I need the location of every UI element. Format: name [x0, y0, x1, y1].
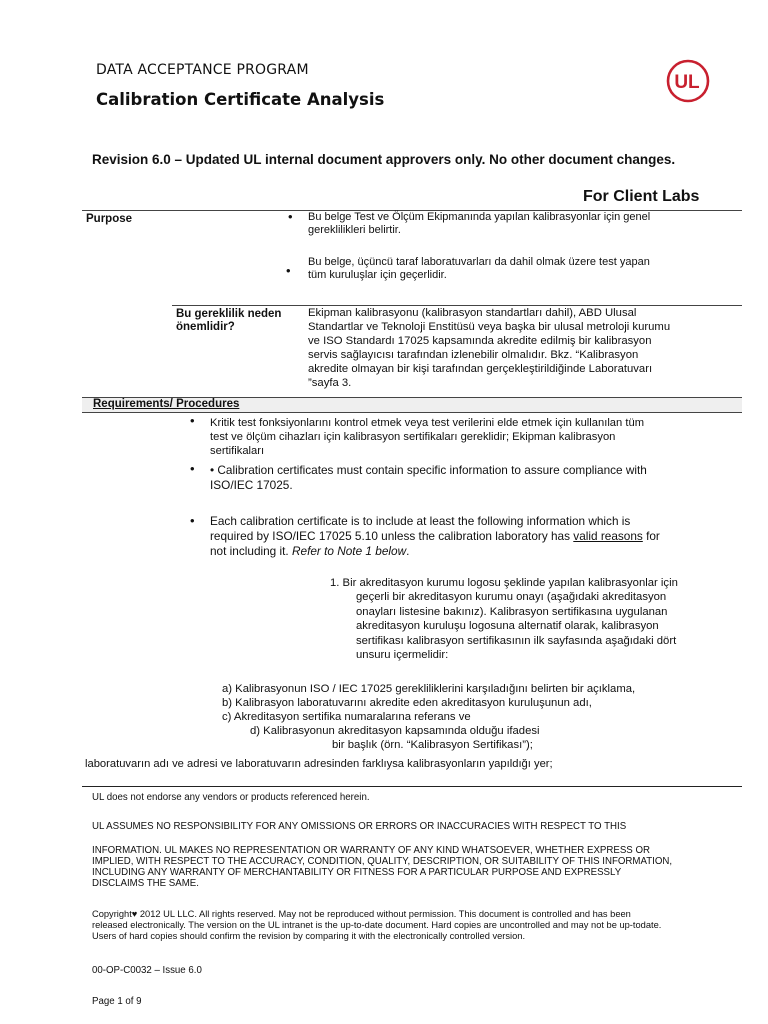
requirements-heading: Requirements/ Procedures [93, 398, 240, 410]
bullet: • [288, 209, 293, 224]
document-id: 00-OP-C0032 – Issue 6.0 [92, 965, 202, 976]
importance-label: Bu gereklilik neden önemlidir? [176, 308, 282, 333]
document-title: Calibration Certificate Analysis [96, 90, 385, 109]
program-name: DATA ACCEPTANCE PROGRAM [96, 62, 309, 78]
purpose-text-1: Bu belge Test ve Ölçüm Ekipmanında yapılan kalibrasyonlar için genel gereklilikleri belirtir. [308, 211, 651, 236]
bullet: • [190, 461, 195, 476]
list-item-d-continued: bir başlık (örn. “Kalibrasyon Sertifikası”); [332, 739, 533, 751]
note-reference: Refer to Note 1 below [291, 544, 407, 558]
bullet: • [190, 513, 195, 528]
list-item-a: a) Kalibrasyonun ISO / IEC 17025 gerekliliklerini karşıladığını belirten bir açıklama, [222, 683, 636, 695]
requirement-3: Each calibration certificate is to include at least the following information which is required by ISO/IEC 17025 5.10 unless the calibration laboratory has valid reasons for not including it. Refer to Note 1 below. [210, 514, 660, 558]
disclaimer-2: INFORMATION. UL MAKES NO REPRESENTATION OR WARRANTY OF ANY KIND WHATSOEVER, WHETHER EXPRESS OR IMPLIED, WITH RESPECT TO THE ACCURACY, CONDITION, QUALITY, DESCRIPTION, OR SUITABILITY OF THIS INFORMATION, INCLUDING ANY WARRANTY OF MERCHANTABILITY OR FITNESS FOR A PARTICULAR PURPOSE AND EXPRESSLY DISCLAIMS THE SAME. [92, 845, 673, 889]
divider [172, 305, 742, 306]
disclaimer-1: UL ASSUMES NO RESPONSIBILITY FOR ANY OMISSIONS OR ERRORS OR INACCURACIES WITH RESPECT TO THIS [92, 821, 627, 832]
endorsement-note: UL does not endorse any vendors or products referenced herein. [92, 792, 370, 803]
lettered-list [222, 682, 635, 752]
copyright: Copyright♥ 2012 UL LLC. All rights reserved. May not be reproduced without permission. This document is controlled and has been released electronically. The version on the UL intranet is the up-to-date document. Hard copies are uncontrolled and may not be up-todate. Users of hard copies should confirm the revision by comparing it with the electronically controlled version. [92, 909, 662, 941]
ul-logo-icon [666, 59, 710, 103]
bullet: • [286, 263, 291, 278]
list-item-b: b) Kalibrasyon laboratuvarını akredite eden akreditasyon kuruluşunun adı, [222, 697, 592, 709]
note-1: 1. Bir akreditasyon kurumu logosu şeklinde yapılan kalibrasyonlar için geçerli bir akreditasyon kurumu onayı (aşağıdaki akreditasyon onayları listesine bakınız). Kalibrasyon sertifikasına uygulanan akreditasyon kuruluşu logosuna alternatif olarak, kalibrasyon sertifikası kalibrasyon sertifikasının ilk sayfasında aşağıdaki dört unsuru içermelidir: [330, 577, 678, 662]
importance-text: Ekipman kalibrasyonu (kalibrasyon standartları dahil), ABD Ulusal Standartlar ve Teknoloji Enstitüsü veya başka bir ulusal metroloji kurumu ve ISO Standardı 17025 kapsamında akredite edilmiş bir kalibrasyon servis sağlayıcısı tarafından izlenebilir olmalıdır. Bkz. “Kalibrasyon akredite olmayan bir kişi tarafından gerçekleştirildiğinde Laboratuvarı ”sayfa 3. [308, 307, 671, 389]
footer-divider [82, 786, 742, 787]
ul-logo [666, 59, 710, 103]
list-item-c: c) Akreditasyon sertifika numaralarına referans ve [222, 711, 471, 723]
purpose-label: Purpose [86, 213, 133, 225]
bullet: • [190, 413, 195, 428]
purpose-text-2: Bu belge, üçüncü taraf laboratuvarları da dahil olmak üzere test yapan tüm kuruluşlar için geçerlidir. [308, 256, 650, 281]
page-number: Page 1 of 9 [92, 996, 142, 1007]
audience-title: For Client Labs [583, 188, 700, 205]
ul-logo-text: UL [674, 72, 700, 93]
revision-note: Revision 6.0 – Updated UL internal document approvers only. No other document changes. [92, 152, 676, 167]
valid-reasons-text: valid reasons [573, 529, 643, 543]
requirement-1: Kritik test fonksiyonlarını kontrol etmek veya test verilerini elde etmek için kullanılan tüm test ve ölçüm cihazları için kalibrasyon sertifikaları gereklidir; Ekipman kalibrasyon sertifikaları [210, 417, 645, 457]
list-item-d: d) Kalibrasyonun akreditasyon kapsamında olduğu ifadesi [250, 725, 540, 737]
requirement-2: • Calibration certificates must contain specific information to assure compliance with ISO/IEC 17025. [210, 463, 647, 492]
requirement-last-line: laboratuvarın adı ve adresi ve laboratuvarın adresinden farklıysa kalibrasyonların yapıldığı yer; [85, 758, 553, 770]
divider [82, 412, 742, 413]
